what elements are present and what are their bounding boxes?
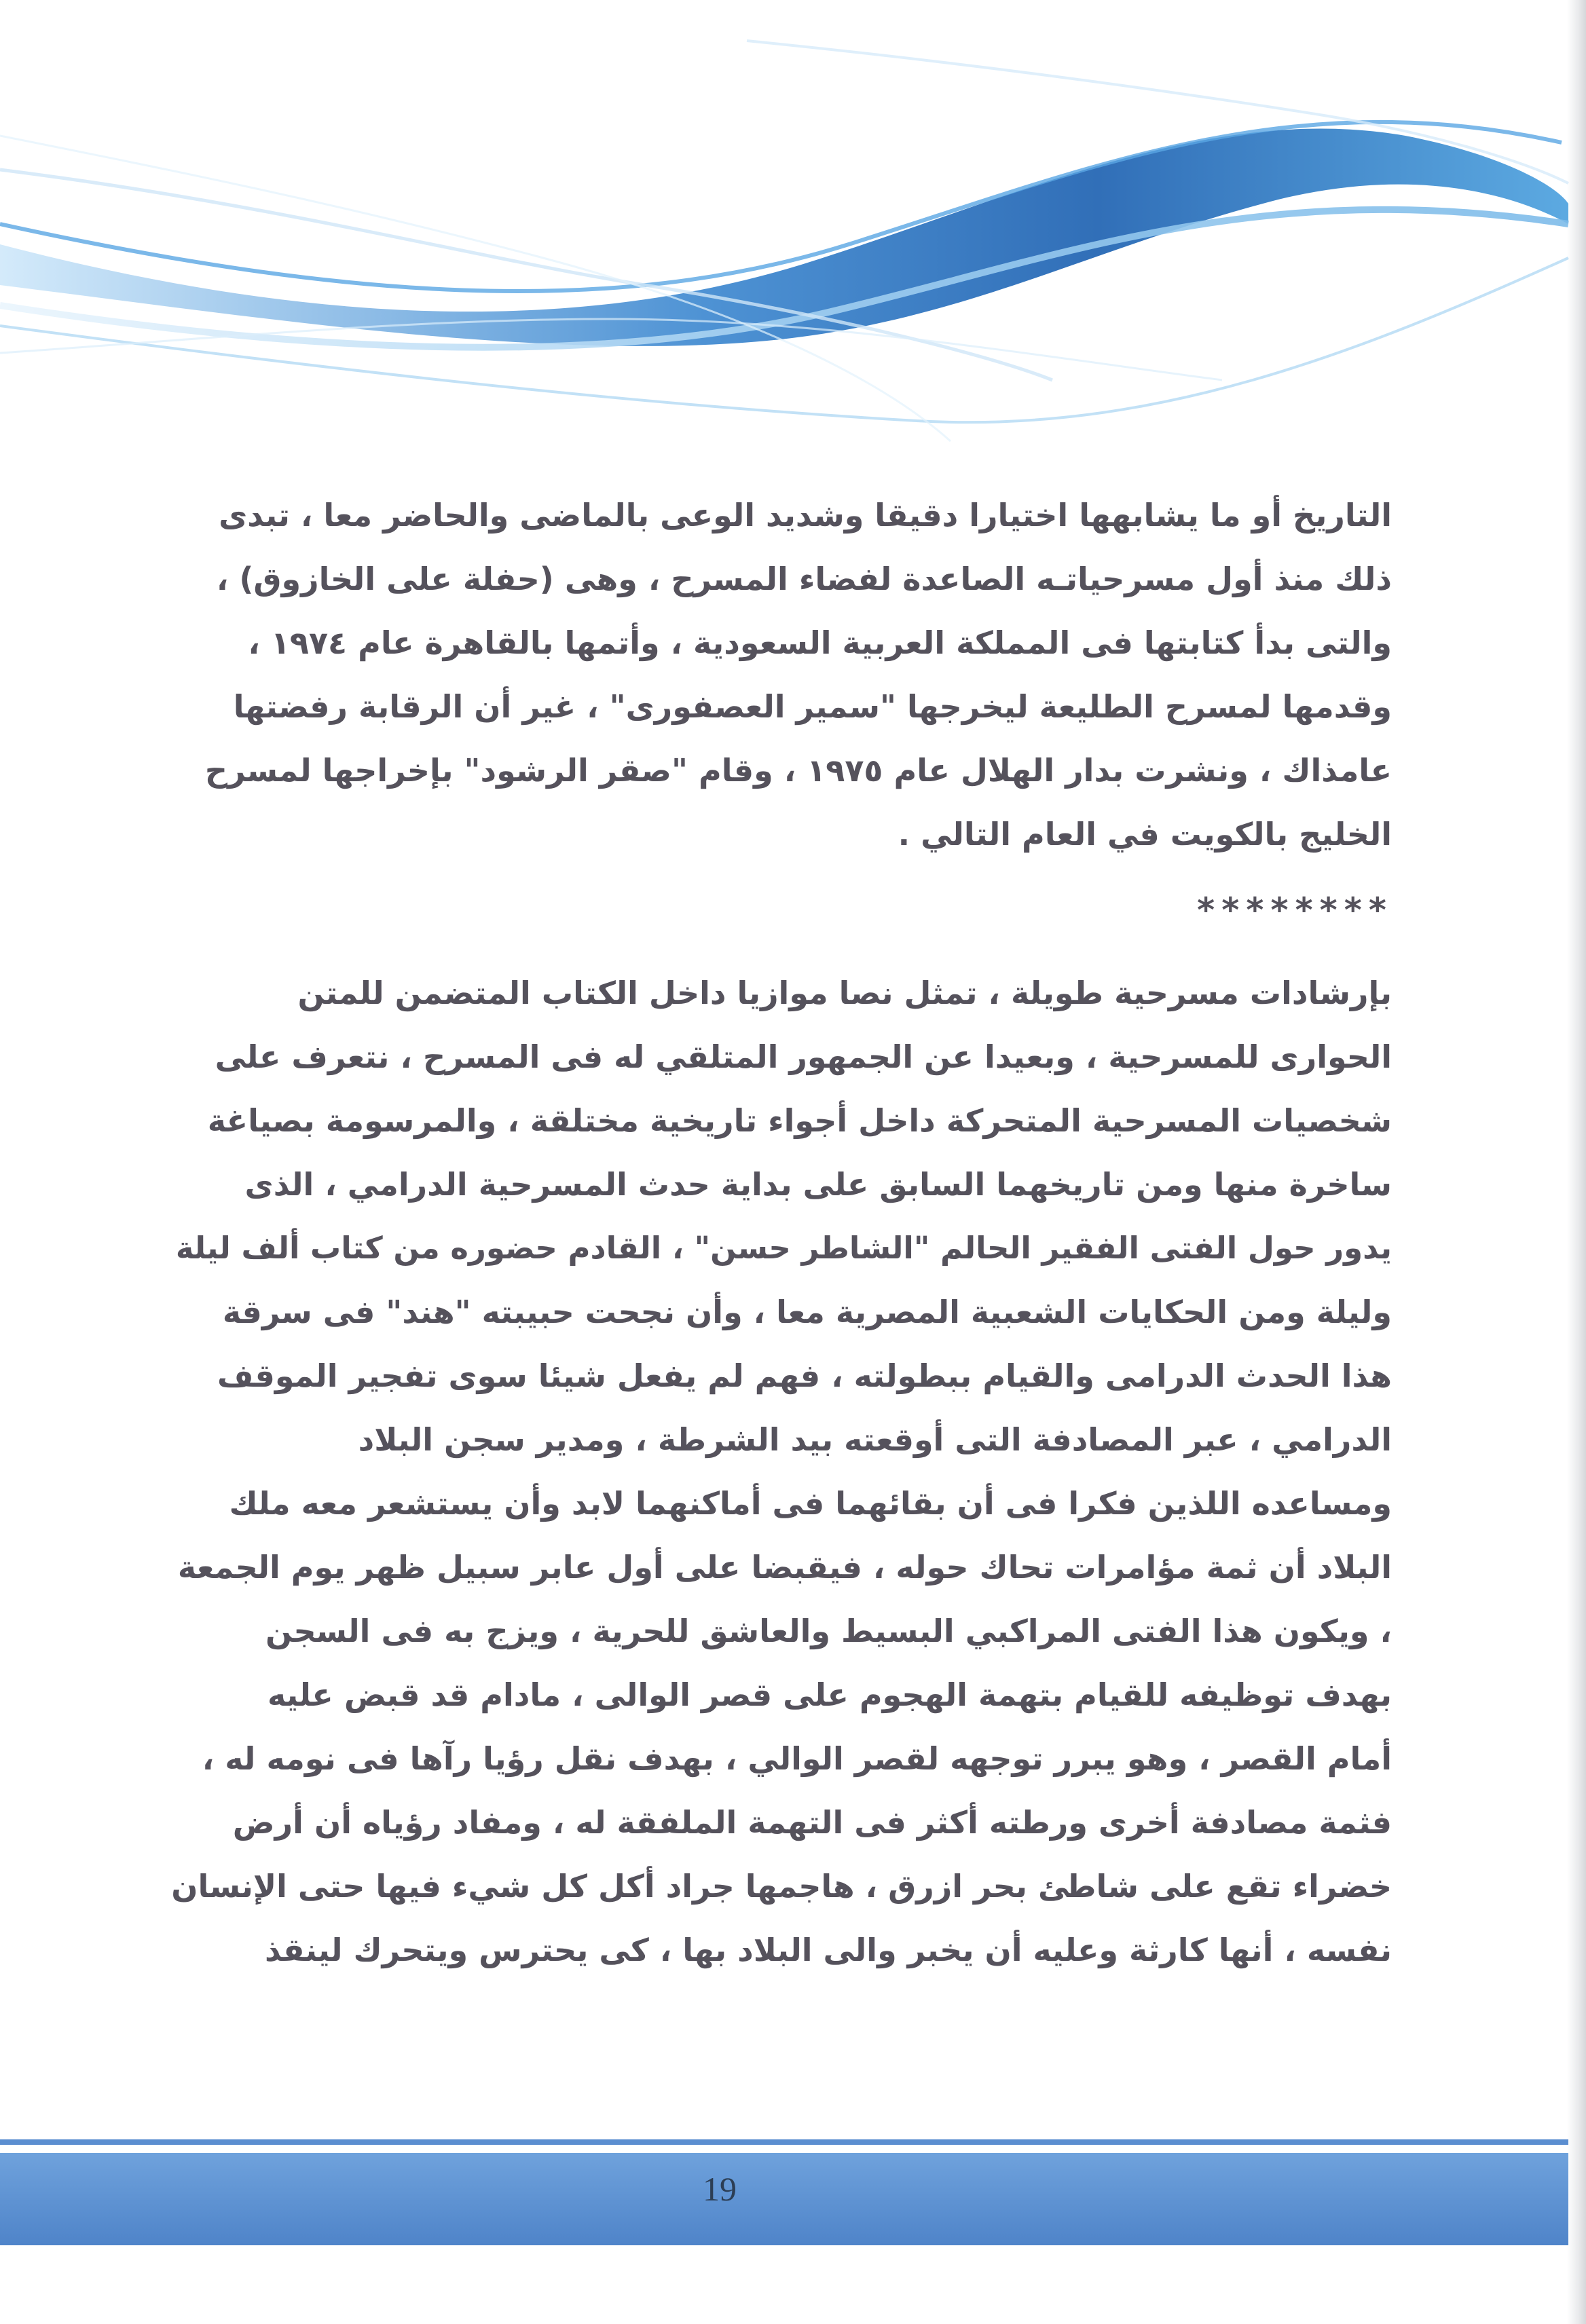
- text-line: خضراء تقع على شاطئ بحر ازرق ، هاجمها جراد أكل كل شيء فيها حتى الإنسان: [171, 1868, 1392, 1905]
- text-line: ومساعده اللذين فكرا فى أن بقائهما فى أماكنهما لابد وأن يستشعر معه ملك: [229, 1485, 1392, 1522]
- text-line: شخصيات المسرحية المتحركة داخل أجواء تاريخية مختلقة ، والمرسومة بصياغة: [207, 1102, 1392, 1139]
- paragraph-2: [170, 961, 1392, 1982]
- text-line: الحوارى للمسرحية ، وبعيدا عن الجمهور المتلقي له فى المسرح ، نتعرف على: [215, 1038, 1392, 1075]
- text-line: ، ويكون هذا الفتى المراكبي البسيط والعاشق للحرية ، ويزج به فى السجن: [265, 1613, 1392, 1649]
- text-line: ساخرة منها ومن تاريخهما السابق على بداية حدث المسرحية الدرامي ، الذى: [244, 1166, 1392, 1203]
- text-line: فثمة مصادفة أخرى ورطته أكثر فى التهمة الملفقة له ، ومفاد رؤياه أن أرض: [232, 1804, 1392, 1841]
- text-line: والتى بدأ كتابتها فى المملكة العربية السعودية ، وأتمها بالقاهرة عام ١٩٧٤ ،: [248, 624, 1392, 661]
- text-line: التاريخ أو ما يشابهها اختيارا دقيقا وشديد الوعى بالماضى والحاضر معا ، تبدى: [219, 497, 1392, 533]
- article-body: [170, 483, 1392, 1982]
- decorative-wave-header: [0, 0, 1586, 475]
- wave-band-main: [0, 129, 1568, 346]
- page-number: 19: [703, 2170, 737, 2208]
- text-line: وليلة ومن الحكايات الشعبية المصرية معا ، وأن نجحت حبيبته "هند" فى سرقة: [222, 1294, 1392, 1330]
- text-line: ذلك منذ أول مسرحياتـه الصاعدة لفضاء المسرح ، وهى (حفلة على الخازوق) ،: [216, 561, 1392, 597]
- text-line: أمام القصر ، وهو يبرر توجهه لقصر الوالي ، بهدف نقل رؤيا رآها فى نومه له ،: [202, 1740, 1392, 1777]
- section-separator: ********: [1196, 891, 1392, 930]
- text-line: الخليج بالكويت في العام التالي .: [898, 816, 1392, 852]
- text-line: بهدف توظيفه للقيام بتهمة الهجوم على قصر الوالى ، مادام قد قبض عليه: [267, 1676, 1392, 1713]
- text-line: بإرشادات مسرحية طويلة ، تمثل نصا موازيا داخل الكتاب المتضمن للمتن: [297, 975, 1392, 1011]
- paragraph-1: [170, 483, 1392, 866]
- text-line: وقدمها لمسرح الطليعة ليخرجها "سمير العصفورى" ، غير أن الرقابة رفضتها: [233, 688, 1392, 725]
- text-line: البلاد أن ثمة مؤامرات تحاك حوله ، فيقبضا على أول عابر سبيل ظهر يوم الجمعة: [177, 1549, 1392, 1586]
- text-line: عامذاك ، ونشرت بدار الهلال عام ١٩٧٥ ، وقام "صقر الرشود" بإخراجها لمسرح: [204, 752, 1392, 789]
- text-line: هذا الحدث الدرامى والقيام ببطولته ، فهم لم يفعل شيئا سوى تفجير الموقف: [217, 1357, 1392, 1394]
- footer-rule: [0, 2139, 1568, 2145]
- text-line: نفسه ، أنها كارثة وعليه أن يخبر والى البلاد بها ، كى يحترس ويتحرك لينقذ: [265, 1932, 1392, 1968]
- text-line: الدرامي ، عبر المصادفة التى أوقعته بيد الشرطة ، ومدير سجن البلاد: [358, 1421, 1392, 1458]
- text-line: يدور حول الفتى الفقير الحالم "الشاطر حسن" ، القادم حضوره من كتاب ألف ليلة: [175, 1230, 1392, 1266]
